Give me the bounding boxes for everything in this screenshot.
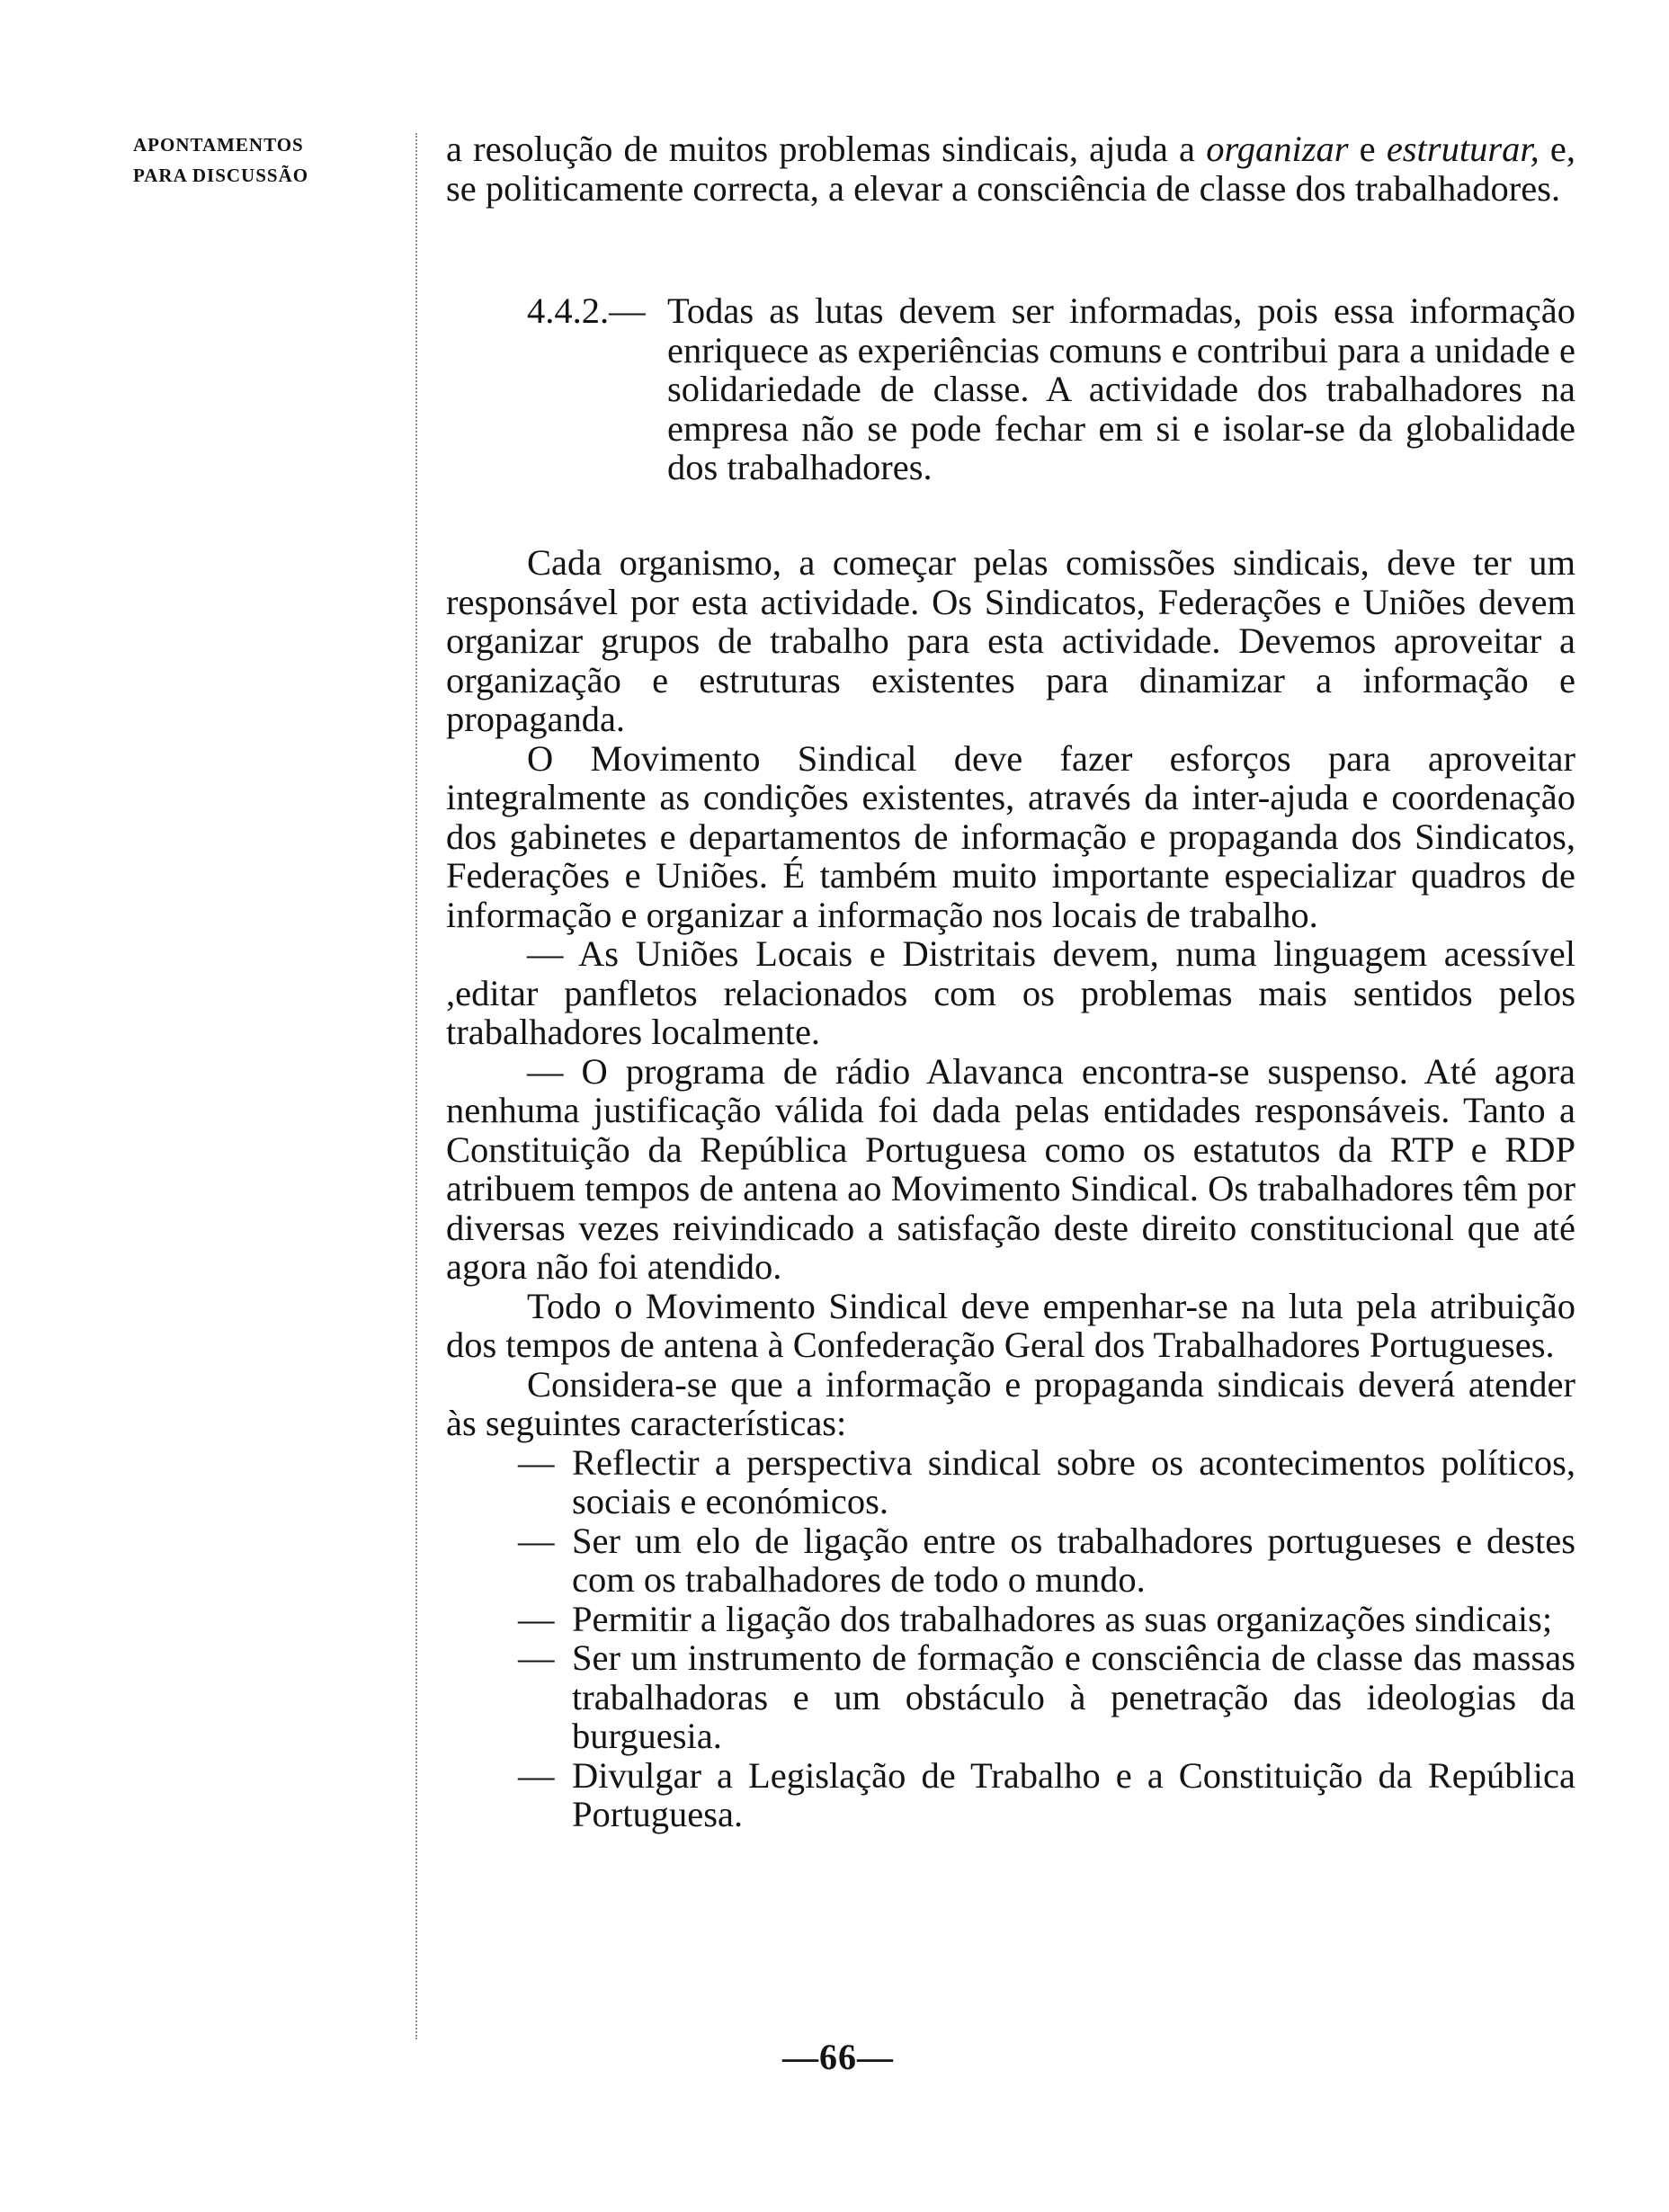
list-item-text: Divulgar a Legislação de Trabalho e a Constituição da República Portuguesa. [572,1754,1575,1834]
intro-paragraph [446,129,1575,208]
intro-text-start: a resolução de muitos problemas sindicais, ajuda a [446,129,1207,169]
section-number-label: 4.4.2. [527,290,610,331]
paragraph: — O programa de rádio Alavanca encontra-se suspenso. Até agora nenhuma justificação válida foi dada pelas entidades responsáveis. Tanto a Constituição da República Portuguesa como os estatutos da RTP e RDP atribuem tempos de antena ao Movimento Sindical. Os trabalhadores têm por diversas vezes reivindicado a satisfação deste direito constitucional que até agora não foi atendido. [446,1050,1575,1287]
intro-emphasis-organizar: organizar [1206,129,1349,169]
list-item [446,1600,1575,1639]
page-number: —66— [782,2037,894,2077]
list-item-text: Ser um elo de ligação entre os trabalhadores portugueses e destes com os trabalhadores de todo o mundo. [572,1520,1575,1600]
list-dash: — [518,1520,555,1561]
intro-text-end: e, se politicamente correcta, a elevar a consciência de classe dos trabalhadores. [446,129,1575,209]
section-dash: — [609,290,646,331]
section-text: Todas as lutas devem ser informadas, pois essa informação enriquece as experiências comuns e contribui para a unidade e solidariedade de classe. A actividade dos trabalhadores na empresa não se pode fechar em si e isolar-se da globalidade dos trabalhadores. [667,290,1575,487]
margin-rule [415,133,417,2039]
list-dash: — [518,1441,555,1483]
list-item-text: Permitir a ligação dos trabalhadores as suas organizações sindicais; [572,1598,1553,1639]
intro-emphasis-estruturar: estruturar, [1386,129,1540,169]
characteristics-list [446,1443,1575,1834]
intro-text-mid: e [1348,129,1387,169]
running-head-line-1: APONTAMENTOS [133,134,304,156]
list-item [446,1756,1575,1834]
paragraph: Considera-se que a informação e propaganda sindicais deverá atender às seguintes características: [446,1363,1575,1443]
running-head [133,129,308,191]
main-body [446,543,1575,1834]
list-item-text: Reflectir a perspectiva sindical sobre os acontecimentos políticos, sociais e económicos. [572,1441,1575,1521]
paragraph: Cada organismo, a começar pelas comissões sindicais, deve ter um responsável por esta actividade. Os Sindicatos, Federações e Uniões devem organizar grupos de trabalho para esta actividade. Devemos aproveitar a organização e estruturas existentes para dinamizar a informação e propaganda. [446,542,1575,739]
section-number [527,291,646,331]
paragraph: O Movimento Sindical deve fazer esforços para aproveitar integralmente as condições existentes, através da inter-ajuda e coordenação dos gabinetes e departamentos de informação e propaganda dos Sindicatos, Federações e Uniões. É também muito importante especializar quadros de informação e organizar a informação nos locais de trabalho. [446,737,1575,935]
list-item [446,1443,1575,1521]
list-item [446,1638,1575,1756]
list-item-text: Ser um instrumento de formação e consciência de classe das massas trabalhadoras e um obstáculo à penetração das ideologias da burguesia. [572,1637,1575,1756]
paragraph: — As Uniões Locais e Distritais devem, numa linguagem acessível ,editar panfletos relacionados com os problemas mais sentidos pelos trabalhadores localmente. [446,933,1575,1052]
list-dash: — [518,1754,555,1796]
list-dash: — [518,1598,555,1639]
list-item [446,1521,1575,1600]
running-head-line-2: PARA DISCUSSÃO [133,165,309,186]
list-dash: — [518,1637,555,1678]
paragraph: Todo o Movimento Sindical deve empenhar-se na luta pela atribuição dos tempos de antena à Confederação Geral dos Trabalhadores Portugueses. [446,1285,1575,1365]
